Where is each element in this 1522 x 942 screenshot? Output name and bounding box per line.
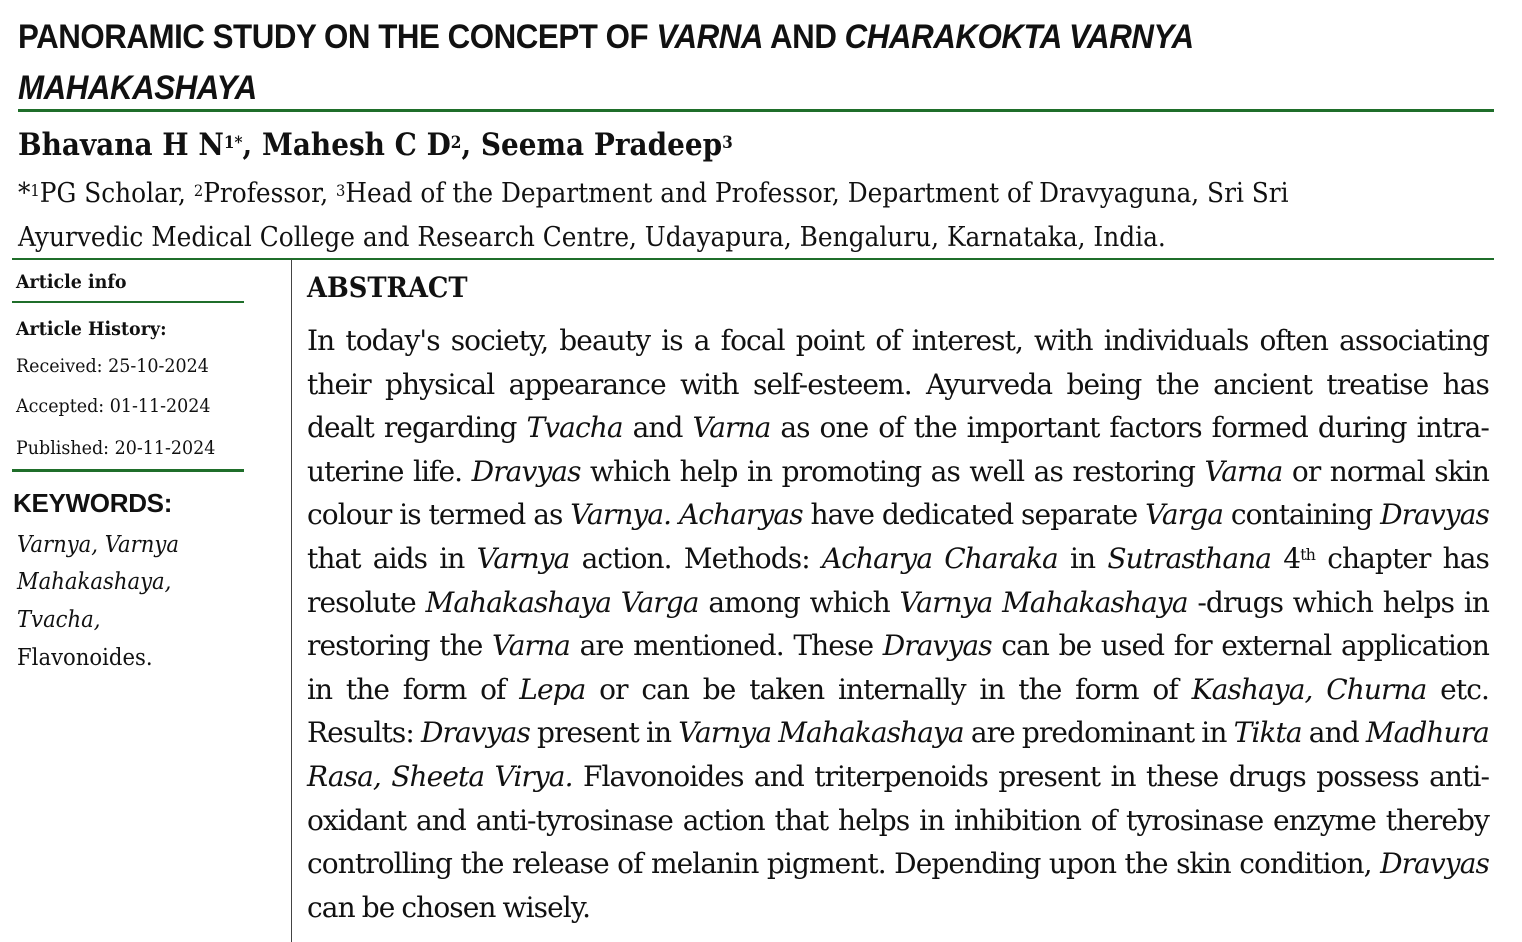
- abstract-italic-term: Varnya Mahakashaya: [899, 585, 1188, 619]
- column-divider: [291, 259, 292, 942]
- keywords-heading: KEYWORDS:: [13, 488, 173, 518]
- abstract-text-segment: In today's society, beauty is a focal point of interest, with individuals often associating their physical appearance with self-esteem. Ayurveda being the ancient treatise has dealt regarding: [307, 324, 1489, 445]
- abstract-text-segment: th: [1300, 544, 1316, 564]
- abstract-text-segment: among which: [698, 585, 900, 619]
- keyword-line: Tvacha,: [17, 607, 101, 633]
- abstract-italic-term: Dravyas: [420, 716, 530, 750]
- paper-title: PANORAMIC STUDY ON THE CONCEPT OF VARNA AND CHARAKOKTA VARNYA MAHAKASHAYA: [18, 18, 1193, 107]
- keyword-line: Varnya, Varnya: [17, 532, 179, 558]
- abstract-text-segment: are mentioned. These: [569, 629, 883, 663]
- abstract-body: [307, 319, 1489, 929]
- abstract-italic-term: Varna: [692, 411, 771, 445]
- abstract-text-segment: chapter has resolute: [307, 541, 1489, 619]
- abstract-italic-term: Acharya Charaka: [821, 541, 1058, 575]
- abstract-text-segment: or can be taken internally in the form of: [585, 672, 1192, 706]
- article-history-label: Article History:: [16, 318, 167, 340]
- header-divider: [12, 258, 1494, 260]
- title-divider: [18, 109, 1494, 112]
- abstract-italic-term: Dravyas: [471, 454, 581, 488]
- author: Mahesh C $D^2$,: [261, 127, 481, 163]
- published-date: Published: 20-11-2024: [16, 437, 216, 459]
- abstract-text-segment: Flavonoides and triterpenoids present in these drugs possess anti-oxidant and anti-tyrosinase action that helps in inhibition of tyrosinase enzyme thereby controlling the release of melanin pigment. Depending upon the skin condition,: [307, 759, 1489, 881]
- abstract-text-segment: which help in promoting as well as restoring: [580, 454, 1205, 488]
- abstract-italic-term: Mahakashaya Varga: [425, 585, 699, 619]
- abstract-text-segment: are predominant in: [963, 716, 1234, 750]
- abstract-italic-term: Lepa: [519, 672, 586, 706]
- article-info-divider: [12, 301, 244, 303]
- abstract-text-segment: containing: [1223, 498, 1381, 532]
- article-info-label: Article info: [16, 271, 127, 293]
- abstract-text-segment: -drugs which helps in restoring the: [307, 585, 1489, 663]
- abstract-italic-term: Varna: [1204, 454, 1283, 488]
- abstract-text-segment: and: [1301, 716, 1366, 750]
- keyword-line: Mahakashaya,: [17, 569, 172, 595]
- abstract-text-segment: in: [1057, 541, 1108, 575]
- accepted-date: Accepted: 01-11-2024: [16, 395, 211, 417]
- abstract-text-segment: and: [622, 411, 693, 445]
- author: Seema Pradeep$^3$: [480, 127, 733, 163]
- abstract-text-segment: etc. Results:: [307, 672, 1489, 750]
- abstract-italic-term: Dravyas: [1380, 847, 1489, 881]
- abstract-italic-term: Madhura Rasa, Sheeta Virya.: [307, 716, 1489, 793]
- abstract-italic-term: Tvacha: [526, 411, 623, 445]
- abstract-italic-term: Kashaya, Churna: [1191, 672, 1427, 706]
- abstract-italic-term: Sutrasthana: [1107, 541, 1272, 575]
- keyword-line: Flavonoides.: [17, 645, 153, 671]
- abstract-text-segment: that aids in: [307, 541, 477, 575]
- received-date: Received: 25-10-2024: [16, 355, 209, 377]
- author-list: [18, 124, 733, 166]
- abstract-italic-term: Varga: [1145, 498, 1223, 532]
- abstract-heading: ABSTRACT: [307, 271, 468, 304]
- affiliation: *$^1$PG Scholar, $^2$Professor, $^3$Head of the Department and Professor, Department of Dravyaguna, Sri Sri Ayurvedic Medical College and Research Centre, Udayapura, Bengaluru, Karnataka, India.: [18, 178, 1289, 253]
- author: Bhavana H $N^{1*}$,: [18, 127, 262, 163]
- keywords-divider: [12, 469, 244, 472]
- abstract-text-segment: can be chosen wisely.: [307, 890, 591, 924]
- abstract-text-segment: 4: [1271, 541, 1301, 575]
- abstract-italic-term: Dravyas: [1380, 498, 1489, 532]
- abstract-italic-term: Dravyas: [882, 629, 992, 663]
- abstract-text-segment: action. Methods:: [569, 541, 822, 575]
- abstract-text-segment: as one of the important factors formed during intra-uterine life.: [307, 411, 1489, 488]
- abstract-text-segment: have dedicated separate: [802, 498, 1146, 532]
- abstract-italic-term: Varnya: [476, 541, 570, 575]
- abstract-italic-term: Varna: [492, 629, 570, 663]
- abstract-text-segment: can be used for external application in the form of: [307, 629, 1489, 706]
- abstract-italic-term: Varnya Mahakashaya: [678, 716, 964, 750]
- abstract-italic-term: Tikta: [1233, 716, 1302, 750]
- abstract-text-segment: or normal skin colour is termed as: [307, 454, 1489, 532]
- abstract-italic-term: Varnya. Acharyas: [570, 498, 803, 532]
- abstract-text-segment: present in: [529, 716, 679, 750]
